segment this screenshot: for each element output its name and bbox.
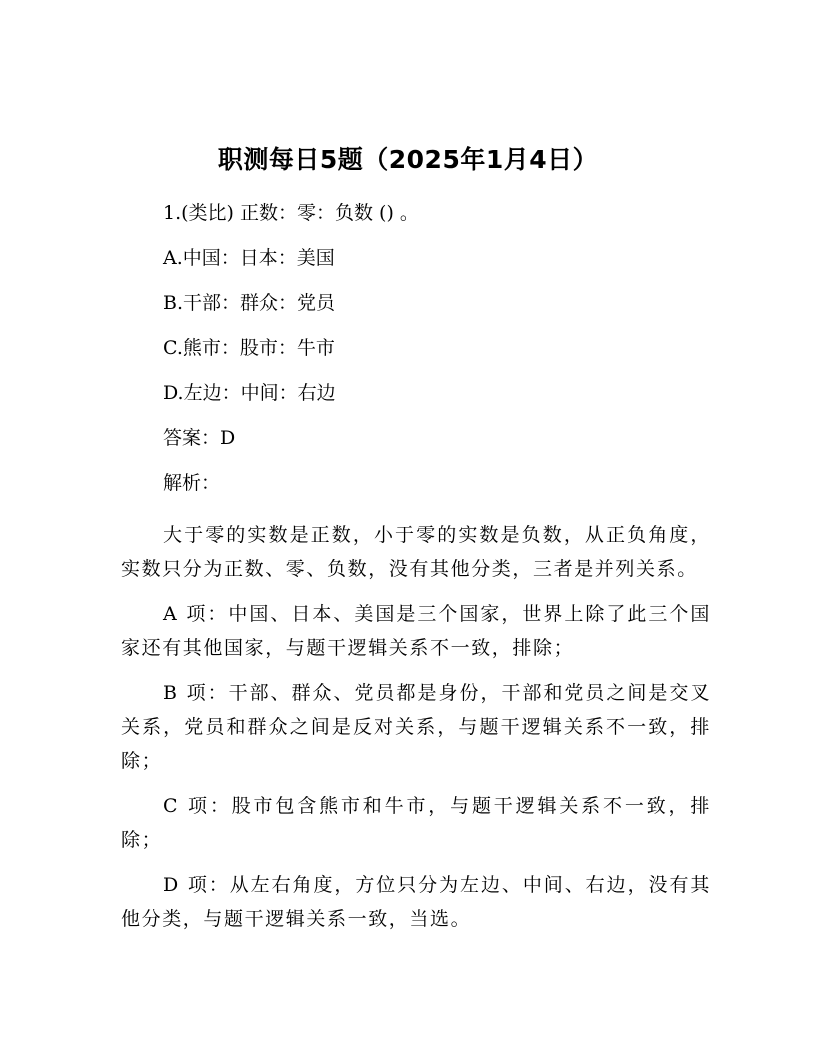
option-c: C.熊市：股市：牛市 [163, 337, 335, 359]
analysis-paragraph-a: A 项：中国、日本、美国是三个国家，世界上除了此三个国家还有其他国家，与题干逻辑关系不一致，排除； [121, 603, 711, 659]
analysis-label: 解析： [163, 472, 221, 494]
option-a: A.中国：日本：美国 [163, 247, 335, 269]
option-d: D.左边：中间：右边 [163, 382, 336, 404]
analysis-paragraph-c: C 项：股市包含熊市和牛市，与题干逻辑关系不一致，排除； [121, 795, 711, 851]
answer-line: 答案：D [163, 427, 236, 449]
analysis-paragraph-b: B 项：干部、群众、党员都是身份，干部和党员之间是交叉关系，党员和群众之间是反对关系，与题干逻辑关系不一致，排除； [121, 682, 711, 772]
analysis-paragraph-intro: 大于零的实数是正数，小于零的实数是负数，从正负角度，实数只分为正数、零、负数，没有其他分类，三者是并列关系。 [121, 524, 711, 580]
question-stem: 1.(类比) 正数：零：负数 () 。 [163, 202, 419, 224]
analysis-paragraph-d: D 项：从左右角度，方位只分为左边、中间、右边，没有其他分类，与题干逻辑关系一致，当选。 [121, 874, 711, 930]
option-b: B.干部：群众：党员 [163, 292, 336, 314]
question-block [121, 196, 711, 947]
document-title: 职测每日5题（2025年1月4日） [217, 145, 599, 174]
